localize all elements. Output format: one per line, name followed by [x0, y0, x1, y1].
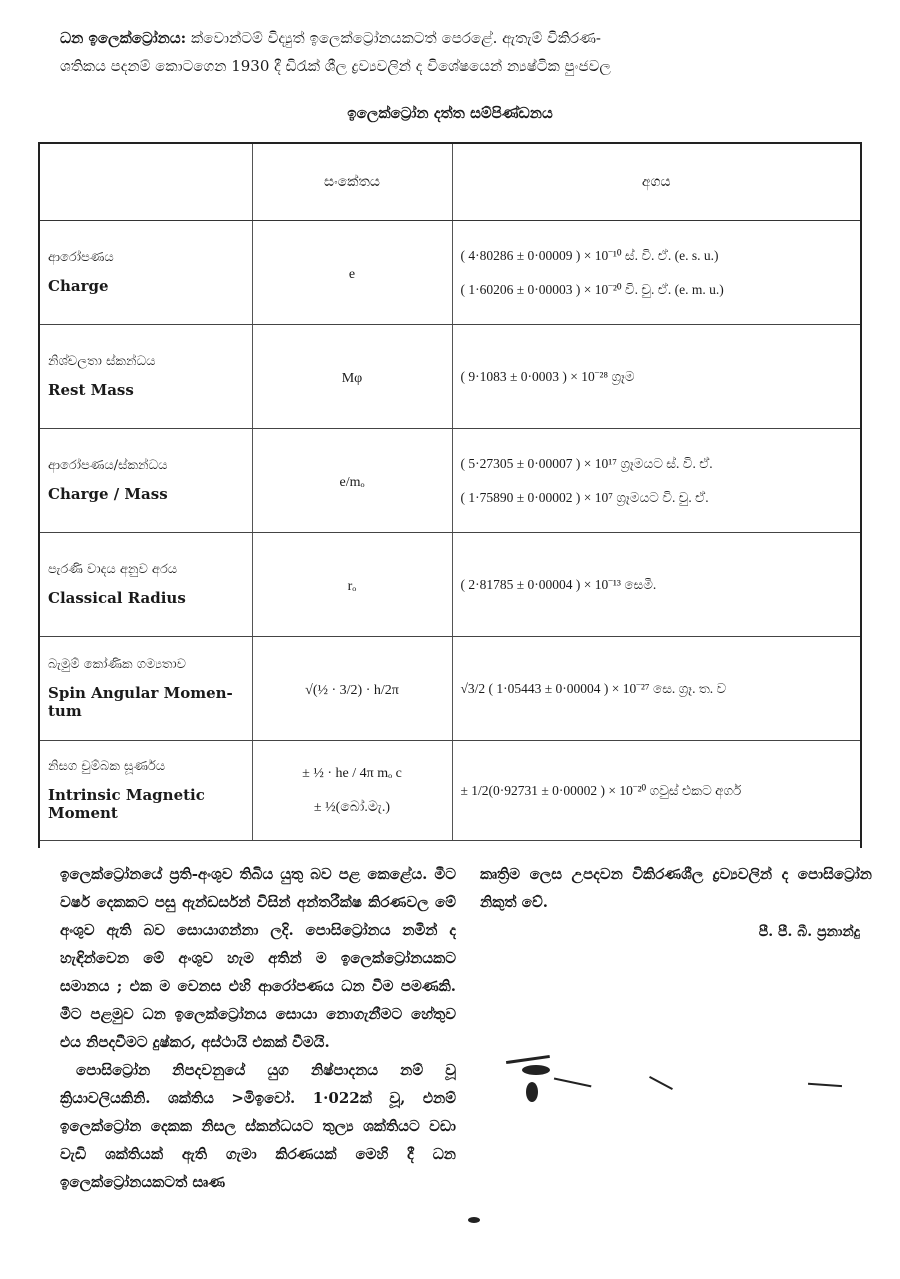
value-cell — [452, 429, 860, 533]
symbol-cell — [252, 429, 452, 533]
symbol-cell — [252, 533, 452, 637]
table-header-row — [40, 144, 860, 221]
header-value: අගය — [452, 144, 860, 221]
symbol-cell — [252, 637, 452, 741]
property-en: Charge / Mass — [48, 485, 168, 503]
photo-mark — [522, 1065, 550, 1075]
table-row — [40, 533, 860, 637]
intro-heading: ධන ඉලෙක්ට්‍රෝනය: — [60, 29, 187, 47]
intro-text — [60, 24, 872, 80]
value: ( 9·1083 ± 0·0003 ) × 10⁻²⁸ ග්‍රෑම — [460, 368, 635, 384]
symbol-cell — [252, 741, 452, 841]
property-en: Charge — [48, 277, 109, 295]
property-si: බැමුම් කෝණික ගම්‍යතාව — [48, 657, 187, 672]
property-en: Intrinsic Magnetic Moment — [48, 786, 205, 822]
table-row — [40, 325, 860, 429]
table-row — [40, 221, 860, 325]
body-right-column — [480, 860, 872, 916]
value-cell — [452, 221, 860, 325]
header-property — [40, 144, 252, 221]
photo-mark — [468, 1217, 480, 1223]
symbol-alt: ± ½(බෝ.මැ.) — [313, 799, 391, 815]
value-cell — [452, 325, 860, 429]
photo-mark — [526, 1082, 538, 1102]
symbol: √(½ · 3/2) · h/2π — [305, 682, 399, 698]
photo-mark — [506, 1055, 550, 1064]
property-si: ආරෝපණය/ස්කන්ධය — [48, 458, 168, 473]
photo-mark — [649, 1076, 673, 1090]
header-symbol: සංකේතය — [252, 144, 452, 221]
value: ( 2·81785 ± 0·00004 ) × 10⁻¹³ සෙමී. — [460, 576, 657, 592]
property-name-cell — [40, 637, 252, 741]
property-si: නිසග චුම්බක සූර්ණය — [48, 759, 166, 774]
property-name-cell — [40, 533, 252, 637]
symbol-cell — [252, 221, 452, 325]
symbol: Mφ — [341, 370, 363, 386]
table-title: ඉලෙක්ට්‍රෝන දත්ත සම්පිණ්ඩනය — [347, 104, 553, 122]
property-name-cell — [40, 741, 252, 841]
value-cell — [452, 741, 860, 841]
property-name-cell — [40, 325, 252, 429]
properties-table — [40, 144, 860, 841]
body-paragraph: පොසිට්‍රෝන නිපදවනුයේ යුග නිෂ්පාදනය නම් වූ ක්‍රියාවලියකිනි. ශක්තිය >මිඉවෝ. 1·022ක් වූ, එනම් ඉලෙක්ට්‍රෝන දෙකක නිසල ස්කන්ධයට තුල්‍ය ශක්තියට වඩා වැඩි ශක්තියක් ඇති ගැමා කිරණයක් මෙහි දී ධන ඉලෙක්ට්‍රෝනයකටත් සෘණ — [60, 1061, 456, 1191]
property-name-cell — [40, 429, 252, 533]
intro-line-2: ශතිකය පදනම් කොටගෙන 1930 දී ඩිරැක් ශීල ද්‍රව්‍යවලින් ද විශේෂයෙන් න්‍යෂ්ටික පුංජවල — [60, 57, 611, 75]
faded-photograph — [466, 1000, 886, 1240]
body-paragraph: කෘත්‍රිම ලෙස උපදවන විකිරණශීල ද්‍රව්‍යවලින් ද පොසිට්‍රෝන නිකුත් වේ. — [480, 865, 872, 911]
body-left-column — [60, 860, 456, 1196]
photo-mark — [808, 1083, 842, 1087]
property-si: නිශ්චලතා ස්කන්ධය — [48, 354, 156, 369]
table-row — [40, 429, 860, 533]
symbol: rₒ — [347, 578, 357, 594]
value-cell — [452, 637, 860, 741]
property-en: Spin Angular Momen-tum — [48, 684, 233, 720]
table-row — [40, 637, 860, 741]
value: ( 4·80286 ± 0·00009 ) × 10⁻¹⁰ ස්. වි. ඒ. (e. s. u.) — [460, 247, 719, 263]
value: ( 1·60206 ± 0·00003 ) × 10⁻²⁰ වි. චු. ඒ. (e. m. u.) — [460, 281, 724, 297]
intro-line-1: ක්වොන්ටම් විද්‍යුත් ඉලෙක්ට්‍රෝනයකටත් පෙරළේ. ඇතැම් විකිරණ- — [190, 29, 601, 47]
electron-data-table — [38, 142, 862, 848]
author-signature: පී. පී. බී. ප්‍රනාන්දු — [758, 924, 860, 940]
symbol: e — [348, 266, 356, 282]
body-paragraph: ඉලෙක්ට්‍රෝනයේ ප්‍රති-අංශුව තිබිය යුතු බව පළ කෙළේය. මීට වර්ෂ දෙකකට පසු ඇන්ඩර්සන් විසින් අන්තරීක්ෂ කිරණවල මේ අංශුව ඇති බව සොයාගන්නා ලදි. පොසිට්‍රෝනය නමින් ද හැඳින්වෙන මේ අංශුව හැම අතින් ම ඉලෙක්ට්‍රෝනයකට සමානය ; එක ම වෙනස එහි ආරෝපණය ධන වීම පමණකි. මීට පළමුව ධන ඉලෙක්ට්‍රෝනය සොයා නොගැනීමට හේතුව එය නිපදවීමට දුෂ්කර, අස්ථායි එකක් වීමයි. — [60, 865, 456, 1051]
property-si: ආරෝපණය — [48, 250, 114, 265]
symbol: ± ½ · he / 4π mₒ c — [302, 765, 402, 781]
property-en: Rest Mass — [48, 381, 134, 399]
symbol-cell — [252, 325, 452, 429]
property-en: Classical Radius — [48, 589, 186, 607]
value: ± 1/2(0·92731 ± 0·00002 ) × 10⁻²⁰ ගවුස් එකට අර්ග — [460, 782, 742, 798]
value: √3/2 ( 1·05443 ± 0·00004 ) × 10⁻²⁷ සෙ. ග්‍රෑ. ත. ව — [460, 680, 727, 696]
photo-mark — [554, 1078, 592, 1088]
value-cell — [452, 533, 860, 637]
value: ( 5·27305 ± 0·00007 ) × 10¹⁷ ග්‍රෑමයට ස්. වි. ඒ. — [460, 455, 713, 471]
property-si: පැරණි වාදය අනුව අරය — [48, 562, 178, 577]
symbol: e/mₒ — [339, 474, 365, 490]
table-row — [40, 741, 860, 841]
value: ( 1·75890 ± 0·00002 ) × 10⁷ ග්‍රෑමයට වි. චු. ඒ. — [460, 489, 709, 505]
property-name-cell — [40, 221, 252, 325]
